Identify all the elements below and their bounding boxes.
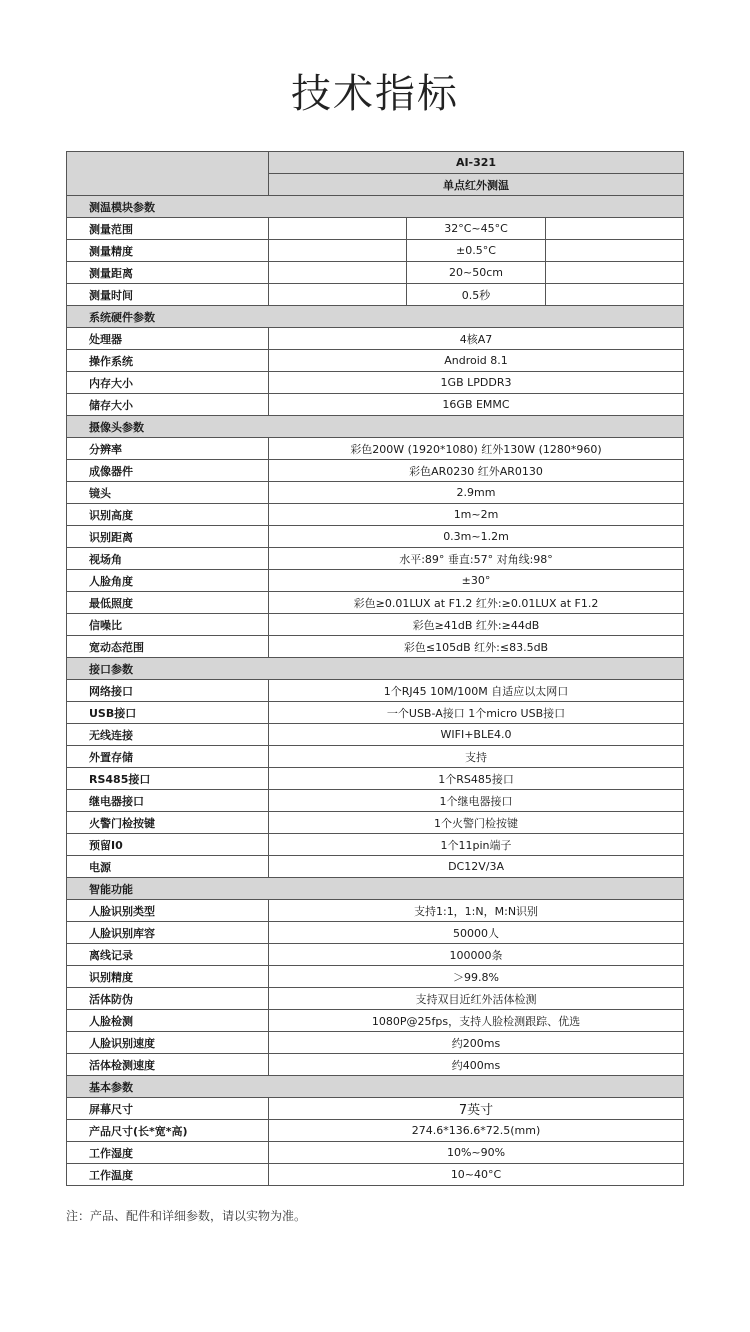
row-label: 宽动态范围	[67, 636, 269, 658]
row-value: 274.6*136.6*72.5(mm)	[269, 1120, 684, 1142]
table-row	[67, 438, 684, 460]
table-row	[67, 350, 684, 372]
section-title: 测温模块参数	[67, 196, 684, 218]
row-value: ±0.5°C	[407, 240, 546, 262]
row-label: 人脸角度	[67, 570, 269, 592]
row-label: 工作湿度	[67, 1142, 269, 1164]
table-row	[67, 966, 684, 988]
row-value: 支持双目近红外活体检测	[269, 988, 684, 1010]
table-row	[67, 1120, 684, 1142]
row-value: 1080P@25fps，支持人脸检测跟踪、优选	[269, 1010, 684, 1032]
table-row	[67, 680, 684, 702]
table-row	[67, 394, 684, 416]
row-label: 产品尺寸(长*宽*高)	[67, 1120, 269, 1142]
table-row	[67, 328, 684, 350]
row-value: 彩色AR0230 红外AR0130	[269, 460, 684, 482]
row-label: 识别距离	[67, 526, 269, 548]
table-row	[67, 900, 684, 922]
row-label: 活体检测速度	[67, 1054, 269, 1076]
section-row	[67, 416, 684, 438]
row-label: 测量精度	[67, 240, 269, 262]
table-row	[67, 1098, 684, 1120]
row-value: Android 8.1	[269, 350, 684, 372]
table-row	[67, 460, 684, 482]
row-value: 7英寸	[269, 1098, 684, 1120]
table-row	[67, 856, 684, 878]
row-label: 离线记录	[67, 944, 269, 966]
row-value: 彩色≤105dB 红外:≤83.5dB	[269, 636, 684, 658]
row-label: 成像器件	[67, 460, 269, 482]
table-row	[67, 504, 684, 526]
table-row	[67, 614, 684, 636]
row-value: 10~40°C	[269, 1164, 684, 1186]
row-value: 彩色200W (1920*1080) 红外130W (1280*960)	[269, 438, 684, 460]
model-subtitle: 单点红外测温	[269, 174, 684, 196]
row-value: 0.5秒	[407, 284, 546, 306]
row-value: 20~50cm	[407, 262, 546, 284]
row-label: 继电器接口	[67, 790, 269, 812]
table-row	[67, 372, 684, 394]
row-label: 火警门检按键	[67, 812, 269, 834]
empty-cell	[546, 284, 684, 306]
table-row	[67, 1010, 684, 1032]
empty-cell	[546, 262, 684, 284]
table-row	[67, 482, 684, 504]
row-value: 水平:89° 垂直:57° 对角线:98°	[269, 548, 684, 570]
empty-cell	[546, 218, 684, 240]
model-name: AI-321	[269, 152, 684, 174]
section-row	[67, 306, 684, 328]
row-value: 10%~90%	[269, 1142, 684, 1164]
table-row	[67, 988, 684, 1010]
row-value: 约400ms	[269, 1054, 684, 1076]
row-value: 1m~2m	[269, 504, 684, 526]
empty-cell	[269, 240, 407, 262]
row-label: 预留I0	[67, 834, 269, 856]
row-label: 人脸识别库容	[67, 922, 269, 944]
section-row	[67, 1076, 684, 1098]
table-row	[67, 592, 684, 614]
row-label: 操作系统	[67, 350, 269, 372]
table-row	[67, 724, 684, 746]
row-value: ＞99.8%	[269, 966, 684, 988]
row-value: 1个继电器接口	[269, 790, 684, 812]
row-label: 内存大小	[67, 372, 269, 394]
section-row	[67, 196, 684, 218]
row-value: ±30°	[269, 570, 684, 592]
row-value: 32°C~45°C	[407, 218, 546, 240]
table-row	[67, 1142, 684, 1164]
table-row	[67, 240, 684, 262]
row-value: 0.3m~1.2m	[269, 526, 684, 548]
row-label: 人脸检测	[67, 1010, 269, 1032]
table-row	[67, 526, 684, 548]
row-label: 人脸识别速度	[67, 1032, 269, 1054]
row-label: 信噪比	[67, 614, 269, 636]
row-value: 4核A7	[269, 328, 684, 350]
section-row	[67, 658, 684, 680]
row-label: 识别精度	[67, 966, 269, 988]
row-value: 16GB EMMC	[269, 394, 684, 416]
row-value: 约200ms	[269, 1032, 684, 1054]
section-title: 系统硬件参数	[67, 306, 684, 328]
row-label: USB接口	[67, 702, 269, 724]
row-value: 1个RS485接口	[269, 768, 684, 790]
row-value: 50000人	[269, 922, 684, 944]
section-title: 基本参数	[67, 1076, 684, 1098]
row-label: 测量时间	[67, 284, 269, 306]
table-row	[67, 636, 684, 658]
empty-cell	[269, 284, 407, 306]
table-row	[67, 284, 684, 306]
row-label: 活体防伪	[67, 988, 269, 1010]
table-row	[67, 790, 684, 812]
row-label: 镜头	[67, 482, 269, 504]
table-row	[67, 944, 684, 966]
row-value: 支持	[269, 746, 684, 768]
row-label: 储存大小	[67, 394, 269, 416]
row-value: 1个火警门检按键	[269, 812, 684, 834]
row-label: 测量范围	[67, 218, 269, 240]
section-row	[67, 878, 684, 900]
row-label: 测量距离	[67, 262, 269, 284]
table-row	[67, 768, 684, 790]
row-value: 一个USB-A接口 1个micro USB接口	[269, 702, 684, 724]
row-label: 分辨率	[67, 438, 269, 460]
table-row	[67, 262, 684, 284]
section-title: 摄像头参数	[67, 416, 684, 438]
empty-cell	[546, 240, 684, 262]
row-value: 彩色≥0.01LUX at F1.2 红外:≥0.01LUX at F1.2	[269, 592, 684, 614]
table-row	[67, 218, 684, 240]
row-value: 彩色≥41dB 红外:≥44dB	[269, 614, 684, 636]
empty-cell	[269, 218, 407, 240]
row-label: RS485接口	[67, 768, 269, 790]
table-row	[67, 746, 684, 768]
row-value: 1个11pin端子	[269, 834, 684, 856]
table-row	[67, 922, 684, 944]
row-label: 最低照度	[67, 592, 269, 614]
section-title: 智能功能	[67, 878, 684, 900]
row-label: 识别高度	[67, 504, 269, 526]
row-label: 电源	[67, 856, 269, 878]
row-label: 处理器	[67, 328, 269, 350]
header-row-model	[67, 152, 684, 174]
row-label: 人脸识别类型	[67, 900, 269, 922]
row-value: 支持1:1，1:N，M:N识别	[269, 900, 684, 922]
footnote: 注：产品、配件和详细参数，请以实物为准。	[66, 1209, 307, 1223]
row-label: 视场角	[67, 548, 269, 570]
row-value: 100000条	[269, 944, 684, 966]
row-label: 工作温度	[67, 1164, 269, 1186]
row-value: DC12V/3A	[269, 856, 684, 878]
table-row	[67, 1164, 684, 1186]
table-row	[67, 812, 684, 834]
row-value: 2.9mm	[269, 482, 684, 504]
row-label: 无线连接	[67, 724, 269, 746]
empty-cell	[269, 262, 407, 284]
row-label: 屏幕尺寸	[67, 1098, 269, 1120]
spec-table	[66, 151, 684, 1186]
row-value: WIFI+BLE4.0	[269, 724, 684, 746]
row-value: 1GB LPDDR3	[269, 372, 684, 394]
row-label: 网络接口	[67, 680, 269, 702]
row-value: 1个RJ45 10M/100M 自适应以太网口	[269, 680, 684, 702]
table-row	[67, 1054, 684, 1076]
table-row	[67, 834, 684, 856]
table-row	[67, 1032, 684, 1054]
table-row	[67, 548, 684, 570]
header-corner	[67, 152, 269, 196]
row-label: 外置存储	[67, 746, 269, 768]
page-title: 技术指标	[291, 71, 459, 117]
table-row	[67, 570, 684, 592]
section-title: 接口参数	[67, 658, 684, 680]
table-row	[67, 702, 684, 724]
